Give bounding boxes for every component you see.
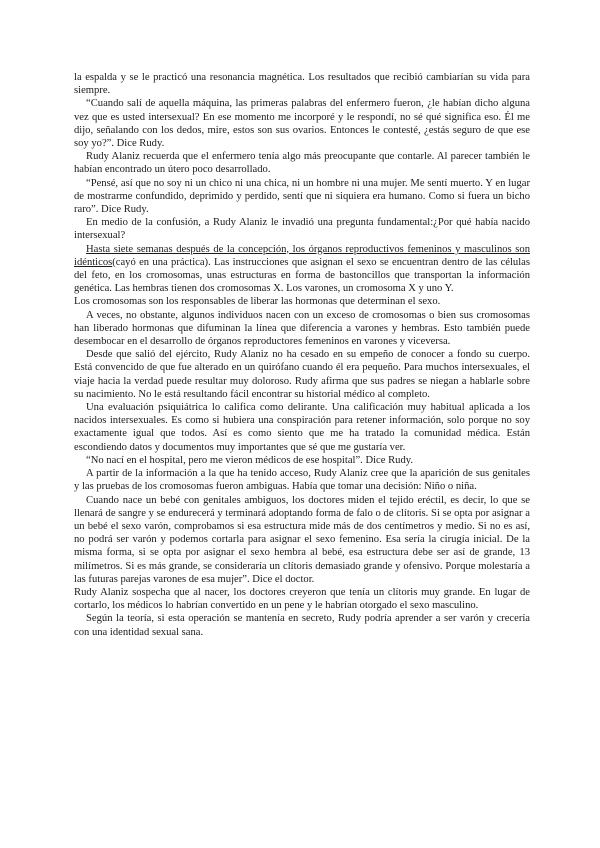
document-page	[74, 71, 530, 639]
paragraph-12: A partir de la información a la que ha tenido acceso, Rudy Alaniz cree que la aparición de sus genitales y las pruebas de los cromosomas fueron ambiguas. Había que tomar una decisión: Niño o niña.	[74, 468, 530, 493]
paragraph-2: “Cuando salí de aquella máquina, las primeras palabras del enfermero fueron, ¿le habían dicho alguna vez que es usted intersexual? En ese momento me incorporé y le respondí, no sé qué significa eso. Él me dijo, señalando con los dedos, mire, estos son sus ovarios. Entonces le contesté, ¿estás seguro de que ese soy yo?”. Dice Rudy.	[74, 98, 530, 150]
paragraph-7: Los cromosomas son los responsables de liberar las hormonas que determinan el sexo.	[74, 296, 441, 308]
paragraph-4: “Pensé, así que no soy ni un chico ni una chica, ni un hombre ni una mujer. Me sentí muerto. Y en lugar de mostrarme confundido, deprimido y perdido, sentí que ni siquiera era humano. Como si fuera un bicho raro”. Dice Rudy.	[74, 177, 530, 216]
paragraph-15: Según la teoría, si esta operación se mantenía en secreto, Rudy podría aprender a ser varón y crecería con una identidad sexual sana.	[74, 613, 530, 638]
paragraph-14: Rudy Alaniz sospecha que al nacer, los doctores creyeron que tenía un clítoris muy grande. En lugar de cortarlo, los médicos lo habrían convertido en un pene y le habrían otorgado el sexo masculino.	[74, 586, 530, 612]
paragraph-5: En medio de la confusión, a Rudy Alaniz le invadió una pregunta fundamental:¿Por qué había nacido intersexual?	[74, 217, 530, 242]
paragraph-11: “No nací en el hospital, pero me vieron médicos de ese hospital”. Dice Rudy.	[86, 454, 414, 466]
paragraph-9: Desde que salió del ejército, Rudy Alaniz no ha cesado en su empeño de conocer a fondo su cuerpo. Está convencido de que fue alterado en un quirófano cuando él era pequeño. Para muchos intersexuales, el viaje hacia la verdad puede resultar muy doloroso. Rudy afirma que sus padres se niegan a hablarle sobre su nacimiento. No le está resultando fácil encontrar su historial médico al completo.	[74, 349, 530, 400]
paragraph-1: la espalda y se le practicó una resonancia magnética. Los resultados que recibió cambiarían su vida para siempre.	[74, 72, 530, 97]
paragraph-3: Rudy Alaniz recuerda que el enfermero tenía algo más preocupante que contarle. Al parecer también le habían encontrado un útero poco desarrollado.	[74, 151, 530, 176]
paragraph-6	[74, 243, 530, 296]
paragraph-10: Una evaluación psiquiátrica lo califica como delirante. Una calificación muy habitual aplicada a los nacidos intersexuales. Es como si hubiera una conspiración para retener información, solo porque no soy exactamente igual que todos. Así es como siento que me ha tratado la comunidad médica. Están escondiendo datos y documentos muy importantes que sé que me gustaría ver.	[74, 402, 530, 453]
underlined-sentence: Hasta siete semanas después de la concepción, los órganos reproductivos femeninos y masculinos son idénticos	[74, 243, 530, 268]
paragraph-8: A veces, no obstante, algunos individuos nacen con un exceso de cromosomas o bien sus cromosomas han liberado hormonas que difuminan la línea que diferencia a varones y hembras. Esto también puede desembocar en el desarrollo de órganos reproductores femeninos en varones y viceversa.	[74, 309, 530, 348]
paragraph-6-rest: (cayó en una práctica). Las instrucciones que asignan el sexo se encuentran dentro de las células del feto, en los cromosomas, unas estructuras en forma de bastoncillos que transportan la información genética. Las hembras tienen dos cromosomas X. Los varones, un cromosoma X y uno Y.	[74, 256, 530, 295]
paragraph-13: Cuando nace un bebé con genitales ambiguos, los doctores miden el tejido eréctil, es decir, lo que se llenará de sangre y se endurecerá y terminará adoptando forma de falo o de clítoris. Si se opta por asignar a un bebé el sexo varón, comprobamos si esa estructura mide más de dos centímetros y medio. Si no es así, no podrá ser varón y podemos cortarla para asignar el sexo femenino. Esa sería la cirugía inicial. De la misma forma, si se opta por asignar el sexo hembra al bebé, esa estructura debe ser así de grande, 13 milímetros. Si es más grande, se consideraría un clítoris demasiado grande y ofensivo. Porque molestaría a las futuras parejas varones de esa mujer”. Dice el doctor.	[74, 494, 530, 585]
